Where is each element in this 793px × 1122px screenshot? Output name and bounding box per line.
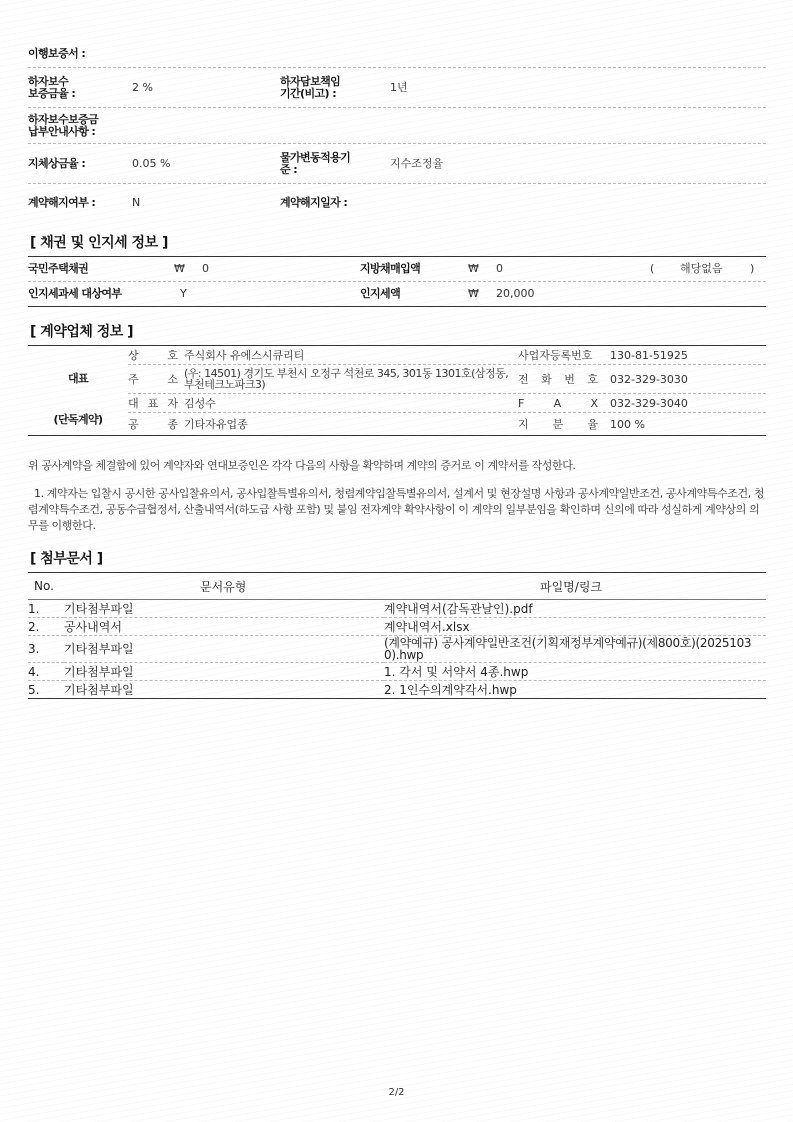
defect-row: [28, 68, 766, 108]
national-bond-currency: ₩: [174, 262, 185, 275]
statement-item-1: 1. 계약자는 입찰시 공시한 공사입찰유의서, 공사입찰특별유의서, 청렴계약입찰특별유의서, 설계서 및 현장설명 사항과 공사계약일반조건, 공사계약특수조건, 청렴계약특수조건, 공동수급협정서, 산출내역서(하도급 사항 포함) 및 붙임 전자계약 확약사항이 이 계약의 일부분임을 확인하며 신의에 따라 성실하게 계약상의 의무를 이행한다.: [28, 487, 765, 532]
document-content: [28, 40, 766, 699]
attachment-no: 2.: [28, 618, 64, 636]
attachment-type: 공사내역서: [64, 618, 384, 636]
attachments-header-no: No.: [28, 573, 64, 600]
defect-period-label: 하자담보책임 기간(비고) :: [280, 74, 341, 100]
termination-value: N: [132, 196, 141, 209]
attachment-file-link[interactable]: 계약내역서.xlsx: [384, 618, 766, 636]
termination-date-label: 계약해지일자 :: [280, 196, 348, 209]
company-line-4: [128, 413, 766, 435]
delay-row: [28, 144, 766, 184]
attachment-file-link[interactable]: (계약예규) 공사계약일반조건(기획재정부계약예규)(제800호)(20251030).hwp: [384, 636, 766, 663]
fax-value: 032-329-3040: [610, 396, 688, 410]
attachment-row: [28, 663, 766, 681]
attachments-header-type: 문서유형: [64, 573, 384, 600]
biz-no-key: 사업자등록번호: [518, 349, 593, 362]
performance-guarantee-row: [28, 40, 766, 68]
attachment-file-link[interactable]: 계약내역서(감독관날인).pdf: [384, 600, 766, 618]
attachments-header-row: [28, 573, 766, 600]
delay-rate-label: 지체상금율 :: [28, 156, 86, 170]
price-adjustment-value: 지수조정율: [390, 156, 444, 170]
statement-intro: 위 공사계약을 체결함에 있어 계약자와 연대보증인은 각각 다음의 사항을 확약하며 계약의 증거로 이 계약서를 작성한다.: [28, 459, 576, 472]
phone-key: 전 화 번 호: [518, 373, 598, 386]
attachment-file-link[interactable]: 2. 1인수의계약각서.hwp: [384, 681, 766, 699]
attachment-no: 5.: [28, 681, 64, 699]
local-bond-label: 지방채매입액: [360, 262, 421, 275]
page-number: 2/2: [388, 1087, 405, 1098]
local-bond-value: 0: [496, 262, 503, 275]
share-key: 지 분 율: [518, 418, 598, 431]
national-bond-value: 0: [202, 262, 209, 275]
company-line-3: [128, 394, 766, 413]
stamp-tax-value: 20,000: [496, 287, 535, 300]
ceo-value: 김성수: [184, 396, 216, 410]
termination-row: [28, 184, 766, 222]
fax-key: F A X: [518, 396, 598, 410]
company-name-value: 주식회사 유에스시큐리티: [184, 348, 305, 362]
attachment-type: 기타첨부파일: [64, 681, 384, 699]
performance-guarantee-label: 이행보증서 :: [28, 46, 86, 60]
bond-section-title: [ 채권 및 인지세 정보 ]: [28, 226, 766, 257]
delay-rate-value: 0.05 %: [132, 156, 171, 170]
bond-row-1: [28, 257, 766, 282]
company-table: [28, 346, 766, 436]
defect-rate-label: 하자보수 보증금율 :: [28, 74, 76, 100]
company-address-value: (우: 14501) 경기도 부천시 오정구 석천로 345, 301동 1301호(삼정동, 부천테크노파크3): [184, 367, 509, 391]
attachment-row: [28, 636, 766, 663]
bond-row-2: [28, 282, 766, 307]
industry-value: 기타자유업종: [184, 417, 248, 431]
company-role-main: 대표: [67, 372, 89, 385]
defect-payment-row: [28, 108, 766, 144]
termination-label: 계약해지여부 :: [28, 196, 96, 209]
attachment-no: 4.: [28, 663, 64, 681]
attachment-no: 3.: [28, 636, 64, 663]
company-details: [128, 346, 766, 435]
attachment-type: 기타첨부파일: [64, 600, 384, 618]
industry-key: 공 종: [128, 418, 178, 431]
biz-no-value: 130-81-51925: [610, 348, 688, 362]
local-bond-note-open: (: [650, 262, 655, 275]
company-line-2: [128, 365, 766, 394]
stamp-tax-target-value: Y: [180, 287, 187, 300]
attachment-row: [28, 681, 766, 699]
local-bond-currency: ₩: [468, 262, 479, 275]
share-value: 100 %: [610, 417, 645, 431]
company-section-title: [ 계약업체 정보 ]: [28, 315, 766, 346]
local-bond-note-close: ): [750, 262, 755, 275]
defect-period-value: 1년: [390, 80, 408, 94]
ceo-key: 대 표 자: [128, 397, 178, 410]
attachment-row: [28, 600, 766, 618]
company-name-key: 상 호: [128, 349, 178, 362]
defect-payment-label: 하자보수보증금 납부안내사항 :: [28, 112, 99, 138]
local-bond-note: 해당없음: [680, 262, 723, 275]
price-adjustment-label: 물가변동적용기 준 :: [280, 150, 351, 176]
stamp-tax-label: 인지세액: [360, 287, 401, 300]
attachment-row: [28, 618, 766, 636]
attachment-type: 기타첨부파일: [64, 663, 384, 681]
company-role-cell: [28, 346, 128, 435]
national-bond-label: 국민주택채권: [28, 262, 89, 275]
attachment-type: 기타첨부파일: [64, 636, 384, 663]
company-line-1: [128, 346, 766, 365]
stamp-tax-currency: ₩: [468, 287, 479, 300]
stamp-tax-target-label: 인지세과세 대상여부: [28, 287, 122, 300]
attachment-no: 1.: [28, 600, 64, 618]
company-role-sub: (단독계약): [53, 413, 103, 426]
attachments-section-title: [ 첨부문서 ]: [28, 542, 766, 573]
attachment-file-link[interactable]: 1. 각서 및 서약서 4종.hwp: [384, 663, 766, 681]
company-address-key: 주 소: [128, 373, 178, 386]
attachments-table: [28, 573, 766, 699]
phone-value: 032-329-3030: [610, 372, 688, 386]
attachments-header-file: 파일명/링크: [384, 573, 766, 600]
defect-rate-value: 2 %: [132, 80, 153, 94]
